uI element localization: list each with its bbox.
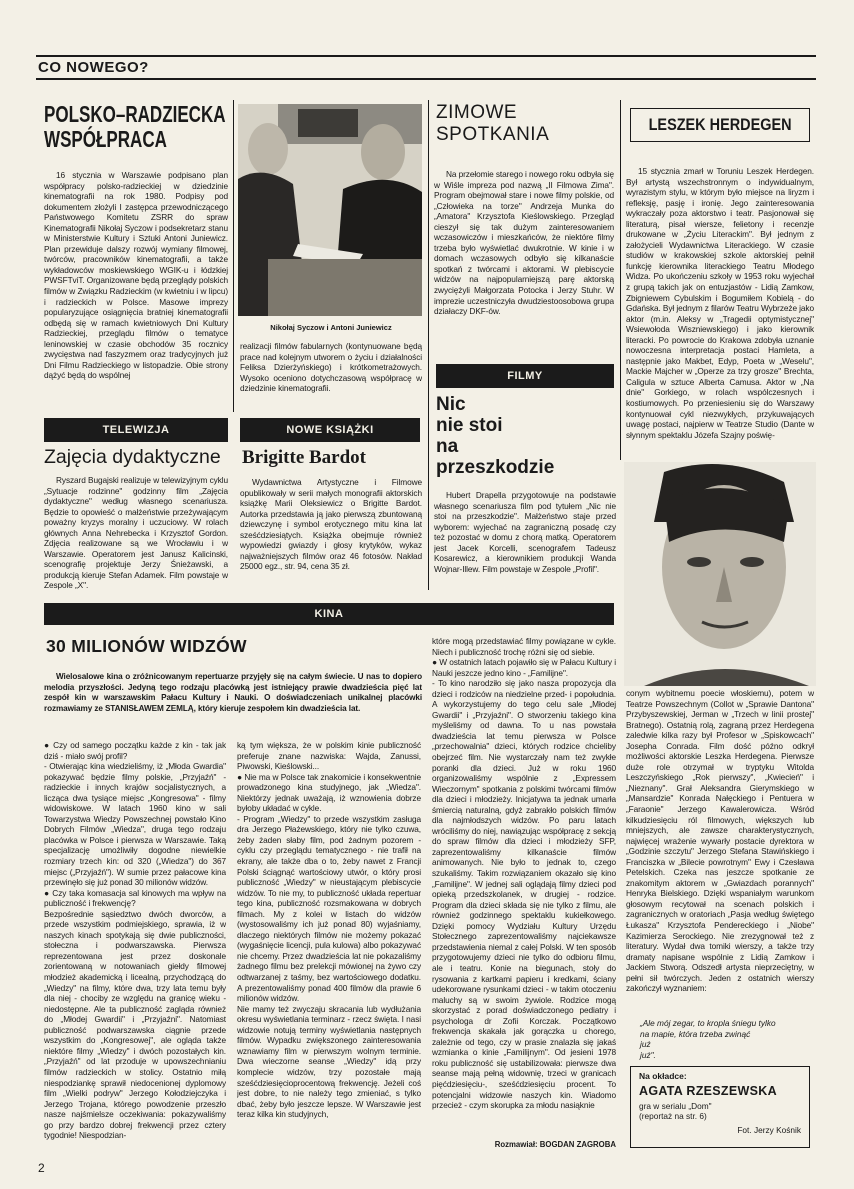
herdegen-title-box bbox=[630, 108, 810, 142]
ksiazki-title: Brigitte Bardot bbox=[242, 447, 367, 468]
filmy-title-line4: przeszkodzie bbox=[436, 457, 555, 478]
kina-col1: ● Czy od samego początku każde z kin - tak jak dziś - miało swój profil? - Otwierając kina wiedzieliśmy, iż „Młoda Gwardia" pokazywać będzie filmy polskie, „Przyjaźń" - radzieckie i innych krajów socjalistycznych, a licząca dwa tysiące miejsc „Kongresowa" - filmy widowiskowe. W latach 1960 kino w sali Towarzystwa Wiedzy Powszechnej powstało Kino Dobrych Filmów „Wiedza", druga tego rodzaju placówka w Polsce i pierwsza w Warszawie. Taką specjalizację umożliwiły dogodne niewielkie rozmiary trzech kin: od 320 („Wiedza") do 367 miejsc („Przyjaźń"). W sumie przez pałacowe kina przewinęło się już ponad 30 milionów widzów. ● Czy taka komasacja sal kinowych ma wpływ na publiczność i frekwencję? Bezpośrednie sąsiedztwo dwóch dworców, a przede wszystkim podmiejskiego, sprawia, iż w naszych kinach spotykają się dwie publiczności, stołeczna i podwarszawska. Pierwsza reprezentowana jest przez doskonale zorientowaną w notowaniach giełdy filmowej młodzież akademicką i licealną, przychodzącą do „Wiedzy" na filmy, które dwa, trzy lata temu były dla niej - chociby ze względu na granicę wieku - niedostępne. Ale ta publiczność zagląda również do „Młodej Gwardii" i „Przyjaźni". Natomiast publiczność podwarszawska ciągnie przede wszystkim do „Kongresowej", ale ogląda także niektóre filmy „Wiedzy" i dwóch pozostałych kin. „Przyjaźń" od lat przoduje w upowszechnianiu filmów radzieckich w stolicy. Ostatnio miłą niespodziankę sprawił niedocenionej dyplomowy film „Wielki podryw" Jerzego Kołodziejczyka i Jerzego Trojana, którego powodzenie przeszło nasze najśmielsze oczekiwania: pokazywaliśmy go przy bardzo dobrej frekwencji przez cztery tygodnie! Niespodzian- bbox=[44, 740, 226, 1141]
cover-sub2: (reportaż na str. 6) bbox=[639, 1111, 707, 1121]
polsko-continuation: realizacji filmów fabularnych (kontynuowane będą prace nad kolejnym utworem o życiu i działalności Feliksa Dzierżyńskiego) i krótkometrażowych. Wysoko oceniono dotychczasową współpracę w dziedzinie kinematografii. bbox=[240, 341, 422, 394]
filmy-title-line1: Nic bbox=[436, 394, 466, 415]
filmy-title bbox=[436, 394, 554, 478]
herdegen-title: LESZEK HERDEGEN bbox=[648, 115, 792, 134]
photo-caption: Nikołaj Syczow i Antoni Juniewicz bbox=[270, 323, 392, 332]
telewizja-title: Zajęcia dydaktyczne bbox=[44, 446, 221, 468]
filmy-body: Hubert Drapella przygotowuje na podstawie własnego scenariusza film pod tytułem „Nic nie stoi na przeszkodzie". Małżeństwo staje przed wyborem: wyjechać na zagraniczną posadę czy też pozostać w domu z chorą matką. Operatorem jest Jacek Korcelli, scenografem Tadeusz Kosarewicz, a kierownikiem produkcji Wanda Wojnar-Illew. Film powstaje w Zespole „Profil". bbox=[434, 490, 616, 574]
column-divider bbox=[620, 100, 621, 460]
zimowe-body: Na przełomie starego i nowego roku odbyła się w Wiśle impreza pod nazwą „II Filmowa Zima". Program obejmował stare i nowe filmy polskie, od „Człowieka na torze" Andrzeja Munka do „Amatora" Krzysztofa Kieślowskiego. Przegląd cieszył się tak dużym zainteresowaniem wczasowiczów i mieszkańców, że niektóre filmy trzeba było wyświetlać dwukrotnie. W kinie i w domach wczasowych odbyło się kilkanaście spotkań z twórcami i aktorami. W plebiscycie widzów na najpopularniejszą parę aktorską zwyciężyli Małgorzata Potocka i Jerzy Stuhr. W imprezie uczestniczyła dwudziestoosobowa grupa działaczy DKF-ów. bbox=[434, 169, 614, 317]
page-number: 2 bbox=[38, 1161, 45, 1175]
kina-signature: Rozmawiał: BOGDAN ZAGROBA bbox=[494, 1140, 616, 1149]
zimowe-title bbox=[436, 102, 549, 146]
herdegen-poem: „Ale mój zegar, to kropla śniegu tylko na mapie, która trzeba zwinąć już już". bbox=[640, 1018, 776, 1060]
polsko-body: 16 stycznia w Warszawie podpisano plan współpracy polsko-radzieckiej w dziedzinie kinematografii na rok 1980. Podpisy pod dokumentem złożyli I zastępca przewodniczącego Państwowego Komitetu ZSRR do spraw Kinematografii Nikołaj Syczow i podsekretarz stanu w Ministerstwie Kultury i Sztuki Antoni Juniewicz. Plan przewiduje dalszy rozwój wymiany filmowej, twórców, pracowników kinematografii, a także wykładowców moskiewskiego WGIK-u i łódzkiej PWSFTviT. Organizowane będą przeglądy polskich filmów w Związku Radzieckim (w kwietniu i w lipcu) i radzieckich w Polsce. Masowe imprezy popularyzujące osiągnięcia bratniej kinematografii odbędą się w ramach kwietniowych Dni Kultury Radzieckiej, przeglądu filmów o tematyce leninowskiej w czasie obchodów 35 rocznicy zwycięstwa nad faszyzmem oraz tradycyjnych już Dni Filmu Radzieckiego w listopadzie. Obie strony dążyć będą do wspólnej bbox=[44, 170, 228, 381]
header-rule bbox=[36, 78, 816, 80]
cover-label: Na okładce: bbox=[639, 1071, 687, 1081]
zimowe-title-line1: ZIMOWE bbox=[436, 102, 518, 123]
kina-col3: które mogą przedstawiać filmy powiązane w cykle. Niech i publiczność trochę różni się od siebie. ● W ostatnich latach pojawiło się w Pałacu Kultury i Nauki jeszcze jedno kino - „Familijne". - To kino narodziło się jako nasza propozycja dla dzieci i rodziców na niedzielne przed- i popołudnia. A wykorzystujemy do tego celu sale „Młodej Gwardii" i „Przyjaźni". O stworzeniu takiego kina myśleliśmy od dawna. To u nas powstała dwadzieścia lat temu pierwsza w Polsce „przechowalnia" dzieci, których rodzice chcieliby obejrzeć film. Nie wystarczały nam też zwykłe poranki dla dzieci. Już w roku 1960 organizowaliśmy wspólnie z „Expressem Wieczornym" spotkania z polskimi twórcami filmów dla dzieci i młodzieży. Inicjatywa ta jednak umarła śmiercią naturalną, gdyż zabrakło polskich filmów dla najmłodszych widzów. Po paru latach wróciliśmy do niej, nawiązując współpracę z sekcją do spraw filmów dla dzieci i młodzieży SFP, zaprezentowaliśmy kilkanaście filmów animowanych. Nie było to jednak to, czego szukaliśmy. Takim rozwiązaniem okazało się kino „Familijne". W jednej sali oglądają filmy dzieci pod opieką przedszkolanek, w drugiej - rodzice. Program dla dzieci składa się nie tylko z filmu, ale również godzinnego spektaklu kukiełkowego. Dzięki pomocy Wydziału Kultury Urzędu Stołecznego zaprezentowaliśmy najciekawsze przedstawienia niemal z całej Polski. W ten sposób przygotowujemy dzieci nie tylko do odbioru filmu, ale i teatru. Konie na biegunach, stoły do rysowania z kartkami papieru i kredkami, ściany udekorowane rysunkami dzieci - w takim otoczeniu maluchy są w swoim żywiole. Rodzice mogą skorzystać z porad doświadczonego pediatry i psychologa dr Zofii Korczak. Początkowo frekwencja skakała jak gorączka u chorego, zależnie od tego, czy w prasie znalazła się jakaś wzmianka o kinie „Familijnym". Od jesieni 1978 roku publiczność się ustabilizowała: pierwsze dwa seanse mają pełną widownię, trzeci w granicach pięćdziesięciu-, sześćdziesięciu procent. To potencjalni widzowie naszych kin. Wiadomo przecież - czym skorupka za młodu nasiąknie bbox=[432, 636, 616, 1111]
telewizja-bar: TELEWIZJA bbox=[44, 418, 228, 442]
kina-col2: ką tym większa, że w polskim kinie publiczność preferuje znane nazwiska: Wajda, Zanussi, Piwowski, Kieślowski... ● Nie ma w Polsce tak znakomicie i konsekwentnie prowadzonego kina studyjnego, jak „Wiedza". Niektórzy jednak uważają, iż wznowienia dobrze byłoby układać w cykle. - Program „Wiedzy" to przede wszystkim zasługa dra Jerzego Płażewskiego, który nie tylko czuwa, żeby żaden słaby film, pod żadnym pozorem - cyklu czy przeglądu tematycznego - nie trafił na ekrany, ale także dba o to, żeby nawet z Francji Polski ściągnąć wartościowy utwór, o który prosi publiczność „Wiedzy" w nieustającym plebiscycie widzów. To nie my, to publiczność układa repertuar tego kina, publiczność rozsmakowana w dobrych filmach. My z kolei w listach do widzów (wystosowaliśmy ich już ponad 80) wyjaśniamy, dlaczego niektórych filmów nie możemy pokazać (wygaśnięcie licencji, pula kulowa) albo pokazywać nie chcemy. Przez dwadzieścia lat nie pokazaliśmy żadnego filmu bez prelekcji mówionej na żywo czy odtwarzanej z taśmy, bez wartościowego dodatku. A prezentowaliśmy ponad 400 filmów dla prawie 6 milionów widzów. Nie mamy też zwyczaju skracania lub wydłużania okresu wyświetlania terminarz - rzecz święta. I nasi widzowie notują terminy wyświetlania następnych filmów. Wypadku zwiększonego zainteresowania wznawiamy film w pierwszym wolnym terminie. Dwa wieczorne seanse „Wiedzy" idą przy komplecie widzów, trzy pozostałe mają sześćdziesięcioprocentową frekwencję. Jeżeli coś jest dobre, to nie należy tego zmieniać, s tylko dbać, żeby było jeszcze lepsze. W Warszawie jest teraz kilka kin studyjnych, bbox=[237, 740, 421, 1120]
herdegen-continuation: conym wybitnemu poecie włoskiemu), potem w Teatrze Powszechnym (Collot w „Sprawie Dantona" Przybyszewskiej, Jerman w „Trzech w linii prostej" Bratnego). Ostatnią rolą, zagraną przez Herdegena zaledwie kilka razy był Profesor w „Spiskowcach" Josepha Conrada. Film dość późno odkrył możliwości aktorskie Leszka Herdegena. Pierwsze duże role otrzymał w tryptyku Witolda Leszczyńskiego „Rok pierwszy", „Kwiecień" i „Nieznany". Grał Aleksandra Gierymskiego w „Mansardzie" Konrada Nałęckiego i Pentuera w „Faraonie" Jerzego Kawalerowicza. Wśród kilkudziesięciu ról filmowych, większych lub mniejszych, ale zawsze charakterystycznych, najwięcej wrażenie wywarły postacie dyrektora w „Godzinie szczytu" Jerzego Stefana Stawińskiego i Franciszka w „Bilecie powrotnym" Ewy i Czesława Petelskich. Czeka nas jeszcze spotkanie ze znakomitym aktorem w „Gwiazdach porannych" Henryka Bielskiego. Dzięki wspaniałym warunkom głosowym recytował na scenach polskich i zagranicznych w oratoriach „Pasja według świętego Łukasza" Krzysztofa Pendereckiego i „Niobe" Kazimierza Serockiego. Nie zrezygnował też z literatury. Wydał dwa tomiki wierszy, a także trzy dramaty napisane wspólnie z Lidią Zamkow i Jackiem Stworą. Odszedł artysta nieprzeciętny, w pełni sił twórczych. Jeden z ostatnich wierszy zakończył wyznaniem: bbox=[626, 688, 814, 994]
photo-signing bbox=[238, 104, 422, 316]
article-polsko-title bbox=[44, 102, 234, 152]
polsko-title-line2: WSPÓŁPRACA bbox=[44, 126, 167, 152]
column-divider bbox=[428, 100, 429, 590]
signing-photo-image bbox=[238, 104, 422, 316]
ksiazki-bar: NOWE KSIĄŻKI bbox=[240, 418, 420, 442]
filmy-bar: FILMY bbox=[436, 364, 614, 388]
kina-lead: Wielosalowe kina o zróżnicowanym repertuarze przyjęły się na całym świecie. U nas to dopiero melodia przyszłości. Jedyną tego rodzaju placówką jest istniejący prawie dwadzieścia pięć lat zespół kin w warszawskim Pałacu Kultury i Nauki. O doświadczeniach unikalnej placówki rozmawiamy ze STANISŁAWEM ZEMLĄ, który kieruje zespołem kin dwadzieścia lat. bbox=[44, 672, 422, 713]
polsko-title-line1: POLSKO–RADZIECKA bbox=[44, 101, 226, 127]
herdegen-portrait bbox=[624, 462, 816, 686]
cover-info-box bbox=[630, 1066, 810, 1148]
cover-credit: Fot. Jerzy Kośnik bbox=[737, 1125, 801, 1135]
kina-title: 30 MILIONÓW WIDZÓW bbox=[46, 636, 247, 656]
filmy-title-line3: na bbox=[436, 436, 459, 457]
cover-sub1: gra w serialu „Dom" bbox=[639, 1101, 712, 1111]
kina-bar: KINA bbox=[44, 603, 614, 625]
cover-name: AGATA RZESZEWSKA bbox=[639, 1084, 777, 1098]
telewizja-body: Ryszard Bugajski realizuje w telewizyjnym cyklu „Sytuacje rodzinne" godzinny film „Zajęcia dydaktyczne" według własnego scenariusza. Będzie to opowieść o małżeństwie przeżywającym poważny kryzys moralny i uczuciowy. W rolach głównych Anna Nehrebecka i Krzysztof Gordon. Zdjęcia realizowane są we Wrocławiu i w Warszawie. Operatorem jest Janusz Kalicinski, scenografię projektuje Jerzy Śnieżawski, a produkcją kieruje Stefan Adamek. Film powstaje w Zespole „X". bbox=[44, 475, 228, 591]
ksiazki-body: Wydawnictwa Artystyczne i Filmowe opublikowały w serii małych monografii aktorskich książkę Marii Oleksiewicz o Brigitte Bardot. Autorka przedstawia ją jako pierwszą zbuntowaną dziewczynę i symbol erotycznego mitu kina lat sześćdziesiątych. Książka obejmuje również wypowiedzi gwiazdy i głosy krytyków, wykaz najważniejszych filmów oraz 46 fotosów. Nakład 25000 egz., str. 94, cena 35 zł. bbox=[240, 477, 422, 572]
filmy-title-line2: nie stoi bbox=[436, 415, 503, 436]
section-header: CO NOWEGO? bbox=[38, 59, 149, 76]
portrait-image bbox=[624, 462, 816, 686]
top-rule bbox=[36, 55, 816, 57]
zimowe-title-line2: SPOTKANIA bbox=[436, 124, 550, 145]
herdegen-body: 15 stycznia zmarł w Toruniu Leszek Herdegen. Był artystą wszechstronnym o indywidualnym, wyrazistym stylu, w którym było miejsce na liryzm i refleksję, pasję i ironię. Jego zainteresowania wykraczały poza aktorstwo i teatr. Pasjonował się literaturą, pisał wiersze, felietony i recenzje drukowane w „Życiu Literackim". Był jednym z założycieli Wydawnictwa Literackiego. W czasie studiów w krakowskiej szkole aktorskiej pełnił funkcję kierownika literackiego Teatru Młodego Widza. Po ukończeniu szkoły w 1953 roku wyjechał z grupą takich jak on entuzjastów - Lidią Zamkow, Zbigniewem Cybulskim i Bogumiłem Kobielą - do Gdańska. Był jednym z filarów Teatru Wybrzeże jako aktor (m.in. Aleksy w „Tragedii optymistycznej" Wsiewołoda Wiszniewskiego) i jako kierownik literacki. Po powrocie do Krakowa zdobyła uznanie nowoczesna interpretacja postaci Hamleta, a następnie jako Makbet, Edyp, Poeta w „Weselu", Mackie Majcher w „Operze za trzy grosze" Brechta, Caligula w sztuce Alberta Camusa. Aktor w „Na dnie" Gorkiego, w rolach wspólczesnych i kostiumowych. Po przeniesieniu się do Warszawy kontynuował cykl niezwykłych, przykuwających uwagę postaci, najpierw w Teatrze Studio (Dante w słynnym spektaklu Józefa Szajny poświę- bbox=[626, 166, 814, 440]
